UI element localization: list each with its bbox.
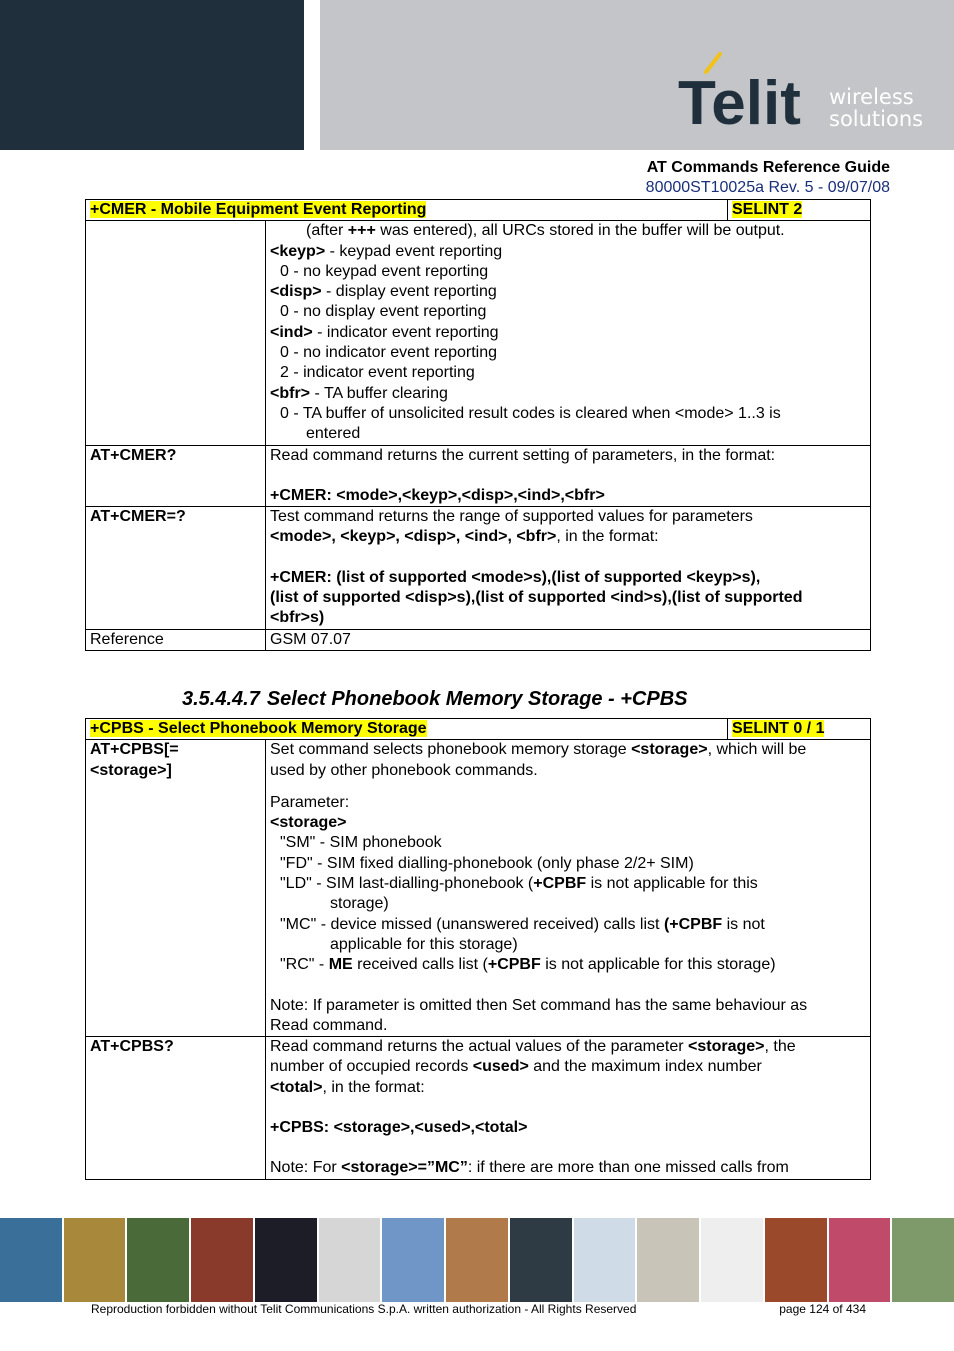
text-bold: ME [328, 956, 353, 974]
spacer [270, 466, 866, 486]
text: is not applicable for this storage) [540, 956, 776, 974]
text: was entered), all URCs stored in the buffer will be output. [375, 222, 785, 240]
desc-line: used by other phonebook commands. [270, 761, 538, 779]
text-bold: +CPBF [487, 956, 541, 974]
footer-photo-strip [0, 1218, 954, 1302]
text: received calls list ( [352, 956, 488, 974]
text: Note: For [270, 1159, 342, 1177]
text: - TA buffer clearing [310, 384, 448, 402]
text: "RC" - [280, 956, 329, 974]
param-name: <bfr> [270, 384, 311, 402]
text: is not applicable for this [586, 875, 758, 893]
photo-tile [510, 1218, 572, 1302]
desc-line: entered [306, 425, 361, 443]
logo-tagline-2: solutions [829, 107, 924, 131]
photo-tile [765, 1218, 827, 1302]
spacer [270, 781, 866, 793]
doc-code: 80000ST10025a Rev. 5 - 09/07/08 [645, 179, 890, 196]
doc-title: AT Commands Reference Guide [646, 159, 890, 176]
logo-tagline-1: wireless [829, 85, 914, 109]
table-row [86, 445, 871, 507]
command-cell [86, 221, 266, 445]
desc-line: <bfr>s) [270, 609, 325, 627]
text: , in the format: [322, 1078, 425, 1096]
text-bold: (+CPBF [663, 915, 723, 933]
photo-tile [127, 1218, 189, 1302]
doc-title-block [646, 158, 890, 198]
command-line: AT+CPBS[= [90, 741, 179, 759]
photo-tile [829, 1218, 891, 1302]
logo-brand-text: Telit [678, 69, 801, 138]
command-line: <storage>] [90, 761, 172, 779]
description-cell [266, 221, 871, 445]
table-row [86, 740, 871, 1037]
photo-tile [319, 1218, 381, 1302]
photo-tile [446, 1218, 508, 1302]
desc-line [270, 1057, 866, 1077]
desc-line: Read command returns the current setting of parameters, in the format: [270, 446, 776, 464]
desc-line: Read command. [270, 1016, 388, 1034]
selint-label: SELINT 0 / 1 [732, 720, 825, 737]
description-cell [266, 507, 871, 629]
text: , in the format: [556, 528, 659, 546]
desc-line: 2 - indicator event reporting [280, 364, 475, 382]
desc-line: 0 - no keypad event reporting [280, 262, 489, 280]
header-dark-panel [0, 0, 304, 150]
selint-cell [728, 200, 871, 221]
page-footer [91, 1302, 866, 1316]
photo-tile [637, 1218, 699, 1302]
text: , which will be [707, 741, 807, 759]
command-cell: AT+CMER=? [86, 507, 266, 629]
desc-line: <storage> [270, 814, 347, 832]
text: and the maximum index number [528, 1058, 762, 1076]
table-row [86, 629, 871, 650]
photo-tile [191, 1218, 253, 1302]
description-cell [266, 445, 871, 507]
desc-line: "SM" - SIM phonebook [280, 834, 442, 852]
desc-line: +CPBS: <storage>,<used>,<total> [270, 1119, 528, 1137]
text: "MC" - device missed (unanswered received) calls list [280, 915, 664, 933]
footer-copyright: Reproduction forbidden without Telit Communications S.p.A. written authorization - All Rights Reserved [91, 1302, 637, 1316]
desc-line [270, 740, 866, 760]
telit-logo [676, 48, 936, 138]
command-cell [86, 740, 266, 1037]
text: , the [764, 1038, 796, 1056]
param-name: <disp> [270, 283, 322, 301]
cmer-table [85, 199, 871, 651]
photo-tile [64, 1218, 126, 1302]
desc-line [270, 221, 866, 241]
text-bold: <storage> [688, 1038, 765, 1056]
photo-tile [574, 1218, 636, 1302]
table-title: +CMER - Mobile Equipment Event Reporting [90, 201, 427, 218]
section-heading [182, 688, 688, 711]
desc-line [270, 323, 866, 343]
command-cell: AT+CMER? [86, 445, 266, 507]
table-header-row [86, 200, 871, 221]
text-bold: <total> [270, 1078, 323, 1096]
page-number: page 124 of 434 [779, 1302, 866, 1316]
table-row [86, 221, 871, 445]
param-name: <ind> [270, 323, 313, 341]
selint-label: SELINT 2 [732, 201, 803, 218]
table-row [86, 1037, 871, 1179]
desc-line: applicable for this storage) [330, 935, 518, 953]
text: (after [306, 222, 348, 240]
desc-line: Test command returns the range of supported values for parameters [270, 508, 753, 526]
text: Set command selects phonebook memory storage [270, 741, 632, 759]
text-bold: <storage>=”MC” [341, 1159, 468, 1177]
desc-line: 0 - no display event reporting [280, 303, 487, 321]
reference-value: GSM 07.07 [266, 629, 871, 650]
text-bold: +CPBF [533, 875, 587, 893]
text: - indicator event reporting [312, 323, 499, 341]
text-bold: +++ [347, 222, 376, 240]
table-title: +CPBS - Select Phonebook Memory Storage [90, 720, 427, 737]
desc-line [270, 1078, 866, 1098]
desc-line [270, 282, 866, 302]
text: - keypad event reporting [325, 242, 503, 260]
text: is not [722, 915, 765, 933]
cpbs-table [85, 718, 871, 1180]
param-name: <keyp> [270, 242, 326, 260]
reference-label: Reference [86, 629, 266, 650]
table-title-cell [86, 200, 728, 221]
photo-tile [0, 1218, 62, 1302]
text: "LD" - SIM last-dialling-phonebook ( [280, 875, 534, 893]
desc-line [270, 242, 866, 262]
section-number: 3.5.4.4.7 [182, 688, 260, 710]
selint-cell [728, 719, 871, 740]
text: number of occupied records [270, 1058, 473, 1076]
desc-line: "FD" - SIM fixed dialling-phonebook (only phase 2/2+ SIM) [280, 854, 694, 872]
text: - display event reporting [321, 283, 497, 301]
desc-line [270, 874, 866, 894]
desc-line [270, 1037, 866, 1057]
table-header-row [86, 719, 871, 740]
spacer [270, 548, 866, 568]
table-title-cell [86, 719, 728, 740]
text: Read command returns the actual values of the parameter [270, 1038, 688, 1056]
desc-line: (list of supported <disp>s),(list of supported <ind>s),(list of supported [270, 589, 803, 607]
desc-line [270, 527, 866, 547]
description-cell [266, 740, 871, 1037]
desc-line [270, 955, 866, 975]
desc-line: +CMER: <mode>,<keyp>,<disp>,<ind>,<bfr> [270, 486, 605, 504]
desc-line [270, 1158, 866, 1178]
spacer [270, 1138, 866, 1158]
desc-line: +CMER: (list of supported <mode>s),(list of supported <keyp>s), [270, 568, 761, 586]
desc-line: Parameter: [270, 793, 350, 811]
photo-tile [255, 1218, 317, 1302]
table-row [86, 507, 871, 629]
desc-line: 0 - no indicator event reporting [280, 344, 498, 362]
desc-line: 0 - TA buffer of unsolicited result codes is cleared when <mode> 1..3 is [280, 404, 781, 422]
section-title: Select Phonebook Memory Storage - +CPBS [266, 688, 688, 710]
text-bold: <storage> [631, 741, 708, 759]
spacer [270, 1098, 866, 1118]
photo-tile [382, 1218, 444, 1302]
spacer [270, 976, 866, 996]
text: : if there are more than one missed calls from [467, 1159, 789, 1177]
text-bold: <used> [472, 1058, 529, 1076]
desc-line [270, 915, 866, 935]
description-cell [266, 1037, 871, 1179]
command-cell: AT+CPBS? [86, 1037, 266, 1179]
desc-line [270, 384, 866, 404]
desc-line: Note: If parameter is omitted then Set command has the same behaviour as [270, 996, 808, 1014]
desc-line: storage) [330, 895, 389, 913]
photo-tile [892, 1218, 954, 1302]
text-bold: <mode>, <keyp>, <disp>, <ind>, <bfr> [270, 528, 557, 546]
photo-tile [701, 1218, 763, 1302]
